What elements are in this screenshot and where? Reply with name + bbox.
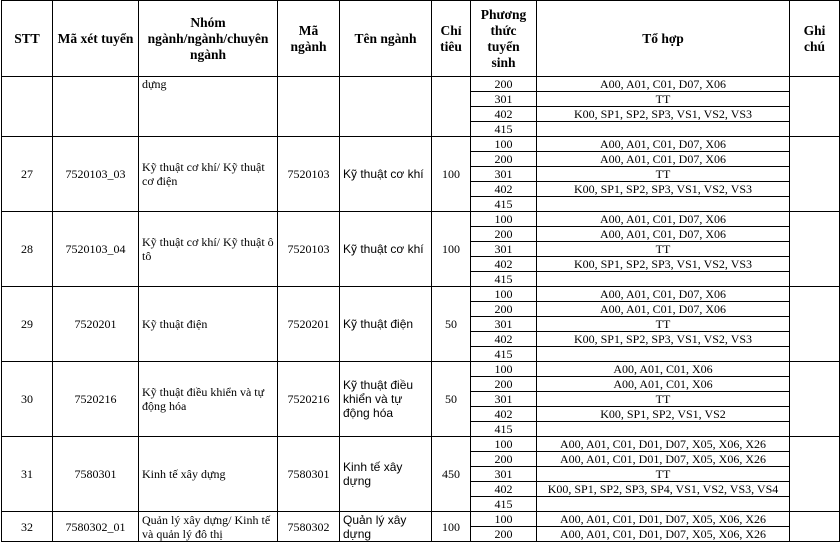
header-phuong-thuc: Phương thức tuyển sinh [471,1,537,77]
cell-nhom-nganh: dựng [139,77,278,137]
cell-ma-xet-tuyen [53,77,139,137]
cell-to-hop: A00, A01, C01, X06 [537,362,790,377]
cell-to-hop: K00, SP1, SP2, SP3, VS1, VS2, VS3 [537,107,790,122]
table-row [2,287,840,302]
cell-ten-nganh: Kỹ thuật điện [340,287,432,362]
cell-ma-nganh: 7520201 [278,287,340,362]
header-row [2,1,840,77]
cell-ghi-chu [790,512,840,542]
header-ma-xet-tuyen: Mã xét tuyển [53,1,139,77]
cell-to-hop: A00, A01, C01, D01, D07, X05, X06, X26 [537,512,790,527]
cell-phuong-thuc: 200 [471,452,537,467]
cell-ten-nganh: Quản lý xây dựng [340,512,432,542]
cell-phuong-thuc: 415 [471,272,537,287]
cell-ma-nganh: 7580302 [278,512,340,542]
cell-ten-nganh: Kỹ thuật cơ khí [340,137,432,212]
cell-to-hop: A00, A01, C01, D01, D07, X05, X06, X26 [537,437,790,452]
cell-ghi-chu [790,362,840,437]
cell-nhom-nganh: Kỹ thuật cơ khí/ Kỹ thuật cơ điện [139,137,278,212]
cell-to-hop: A00, A01, C01, D07, X06 [537,137,790,152]
cell-ghi-chu [790,137,840,212]
cell-to-hop: A00, A01, C01, D07, X06 [537,287,790,302]
table-row [2,77,840,92]
cell-ma-xet-tuyen: 7520216 [53,362,139,437]
cell-to-hop [537,497,790,512]
cell-to-hop [537,422,790,437]
header-ten-nganh: Tên ngành [340,1,432,77]
cell-chi-tieu: 100 [432,512,471,542]
header-stt: STT [2,1,53,77]
cell-to-hop: K00, SP1, SP2, SP3, VS1, VS2, VS3 [537,257,790,272]
cell-phuong-thuc: 200 [471,152,537,167]
table-row [2,362,840,377]
cell-nhom-nganh: Quản lý xây dựng/ Kinh tế và quản lý đô thị [139,512,278,542]
cell-phuong-thuc: 402 [471,482,537,497]
cell-ghi-chu [790,77,840,137]
cell-stt [2,77,53,137]
cell-to-hop: K00, SP1, SP2, SP3, VS1, VS2, VS3 [537,182,790,197]
cell-phuong-thuc: 301 [471,392,537,407]
cell-stt: 32 [2,512,53,542]
table-row [2,437,840,452]
cell-to-hop: TT [537,92,790,107]
cell-phuong-thuc: 301 [471,242,537,257]
cell-phuong-thuc: 200 [471,77,537,92]
cell-phuong-thuc: 301 [471,92,537,107]
header-nhom-nganh: Nhóm ngành/ngành/chuyên ngành [139,1,278,77]
cell-phuong-thuc: 100 [471,212,537,227]
cell-phuong-thuc: 402 [471,182,537,197]
cell-phuong-thuc: 402 [471,107,537,122]
cell-to-hop: TT [537,467,790,482]
cell-ma-xet-tuyen: 7580302_01 [53,512,139,542]
cell-to-hop: K00, SP1, SP2, SP3, SP4, VS1, VS2, VS3, VS4 [537,482,790,497]
table-row [2,212,840,227]
cell-stt: 31 [2,437,53,512]
cell-stt: 30 [2,362,53,437]
cell-to-hop: A00, A01, C01, D01, D07, X05, X06, X26 [537,527,790,542]
cell-chi-tieu: 50 [432,287,471,362]
cell-phuong-thuc: 200 [471,527,537,542]
cell-phuong-thuc: 415 [471,422,537,437]
header-ma-nganh: Mã ngành [278,1,340,77]
cell-to-hop [537,122,790,137]
cell-chi-tieu: 450 [432,437,471,512]
cell-ma-nganh: 7520103 [278,137,340,212]
cell-phuong-thuc: 402 [471,407,537,422]
cell-ghi-chu [790,287,840,362]
cell-to-hop: A00, A01, C01, D01, D07, X05, X06, X26 [537,452,790,467]
cell-nhom-nganh: Kỹ thuật điện [139,287,278,362]
cell-to-hop [537,272,790,287]
header-ghi-chu: Ghi chú [790,1,840,77]
cell-phuong-thuc: 415 [471,122,537,137]
cell-to-hop: A00, A01, C01, D07, X06 [537,227,790,242]
cell-phuong-thuc: 100 [471,287,537,302]
cell-to-hop: A00, A01, C01, D07, X06 [537,302,790,317]
cell-stt: 29 [2,287,53,362]
cell-to-hop: TT [537,242,790,257]
cell-nhom-nganh: Kỹ thuật cơ khí/ Kỹ thuật ô tô [139,212,278,287]
cell-phuong-thuc: 200 [471,377,537,392]
cell-ghi-chu [790,437,840,512]
cell-ma-xet-tuyen: 7580301 [53,437,139,512]
cell-phuong-thuc: 200 [471,227,537,242]
cell-to-hop: TT [537,392,790,407]
cell-chi-tieu [432,77,471,137]
cell-chi-tieu: 100 [432,212,471,287]
cell-phuong-thuc: 100 [471,512,537,527]
cell-phuong-thuc: 301 [471,317,537,332]
admissions-table [1,0,840,542]
cell-phuong-thuc: 415 [471,497,537,512]
cell-phuong-thuc: 402 [471,257,537,272]
cell-to-hop: TT [537,317,790,332]
cell-to-hop: K00, SP1, SP2, VS1, VS2 [537,407,790,422]
cell-to-hop: K00, SP1, SP2, SP3, VS1, VS2, VS3 [537,332,790,347]
cell-ma-nganh [278,77,340,137]
cell-phuong-thuc: 415 [471,197,537,212]
cell-to-hop: A00, A01, C01, D07, X06 [537,212,790,227]
cell-phuong-thuc: 415 [471,347,537,362]
cell-phuong-thuc: 200 [471,302,537,317]
cell-ma-nganh: 7520216 [278,362,340,437]
cell-ma-xet-tuyen: 7520201 [53,287,139,362]
table-row [2,137,840,152]
cell-phuong-thuc: 402 [471,332,537,347]
cell-ma-nganh: 7520103 [278,212,340,287]
header-chi-tieu: Chỉ tiêu [432,1,471,77]
cell-to-hop [537,347,790,362]
cell-chi-tieu: 50 [432,362,471,437]
cell-ten-nganh: Kinh tế xây dựng [340,437,432,512]
cell-ten-nganh: Kỹ thuật cơ khí [340,212,432,287]
cell-ma-xet-tuyen: 7520103_04 [53,212,139,287]
cell-nhom-nganh: Kỹ thuật điều khiển và tự động hóa [139,362,278,437]
cell-ma-nganh: 7580301 [278,437,340,512]
cell-to-hop: TT [537,167,790,182]
cell-to-hop: A00, A01, C01, D07, X06 [537,152,790,167]
cell-chi-tieu: 100 [432,137,471,212]
cell-phuong-thuc: 100 [471,137,537,152]
cell-nhom-nganh: Kinh tế xây dựng [139,437,278,512]
cell-ten-nganh: Kỹ thuật điều khiển và tự động hóa [340,362,432,437]
cell-phuong-thuc: 301 [471,167,537,182]
cell-ghi-chu [790,212,840,287]
cell-phuong-thuc: 100 [471,437,537,452]
cell-to-hop: A00, A01, C01, X06 [537,377,790,392]
cell-to-hop [537,197,790,212]
cell-phuong-thuc: 301 [471,467,537,482]
cell-ma-xet-tuyen: 7520103_03 [53,137,139,212]
cell-stt: 27 [2,137,53,212]
header-to-hop: Tổ hợp [537,1,790,77]
cell-phuong-thuc: 100 [471,362,537,377]
cell-ten-nganh [340,77,432,137]
table-row [2,512,840,527]
cell-to-hop: A00, A01, C01, D07, X06 [537,77,790,92]
cell-stt: 28 [2,212,53,287]
